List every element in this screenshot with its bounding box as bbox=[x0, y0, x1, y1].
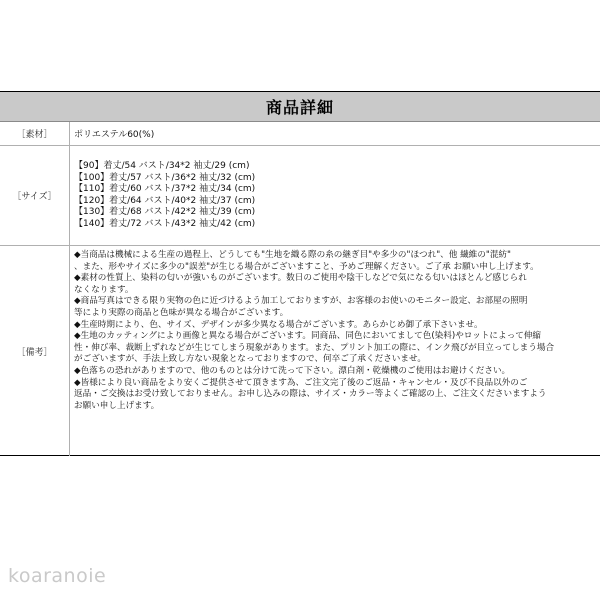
note-line: ◆生地のカッティングにより画像と異なる場合がございます。同商品、同色においてまして色(染料)やロットによって伸縮 bbox=[74, 331, 541, 342]
note-line: ◆当商品は機械による生産の過程上、どうしても"生地を織る際の糸の継ぎ目"や多少の"ほつれ"、他 繊維の"混紡" bbox=[74, 250, 511, 260]
size-line: 【100】着丈/57 バスト/36*2 袖丈/32 (cm) bbox=[74, 172, 256, 183]
note-line: ◆商品写真はできる限り実物の色に近づけるよう加工しておりますが、お客様のお使いのモニター設定、お部屋の照明 bbox=[74, 296, 528, 307]
size-line: 【110】着丈/60 バスト/37*2 袖丈/34 (cm) bbox=[74, 184, 256, 194]
note-line: がございますが、手法上致し方ない現象となっておりますので、何卒ご了承くださいませ。 bbox=[74, 354, 426, 365]
size-label: ［サイズ］ bbox=[0, 146, 70, 245]
size-list bbox=[74, 146, 596, 245]
product-details-table bbox=[0, 91, 600, 456]
table-title-bar bbox=[0, 92, 600, 122]
material-row bbox=[0, 122, 600, 146]
note-line: 性・伸び率、裁断上ずれなどが生じてしまう現象があります。また、プリント加工の際に、インク飛びが目立ってしまう場合 bbox=[74, 342, 555, 353]
material-value: ポリエステル60(%) bbox=[74, 130, 155, 140]
note-line: なくなります。 bbox=[74, 284, 134, 295]
material-label: ［素材］ bbox=[0, 122, 70, 145]
size-line: 【120】着丈/64 バスト/40*2 袖丈/37 (cm) bbox=[74, 195, 256, 206]
note-line: ◆皆様により良い商品をより安くご提供させて頂きます為、ご注文完了後のご返品・キャンセル・及び不良品以外のご bbox=[74, 377, 528, 388]
note-line: ◆色落ちの恐れがありますので、他のものとは分けて洗って下さい。漂白剤・乾燥機のご使用はお避けください。 bbox=[74, 365, 511, 376]
note-line: 等により実際の商品と色味が異なる場合がございます。 bbox=[74, 307, 289, 318]
note-line: ◆素材の性質上、染料の匂いが強いものがございます。数日のご使用や陰干しなどで気になる匂いはほとんど感じられ bbox=[74, 273, 527, 284]
note-line: お願い申し上げます。 bbox=[74, 400, 160, 411]
size-line: 【140】着丈/72 バスト/43*2 袖丈/42 (cm) bbox=[74, 218, 256, 229]
notes-text bbox=[74, 250, 596, 412]
shop-watermark: koaranoie bbox=[8, 565, 107, 587]
table-title: 商品詳細 bbox=[265, 98, 334, 117]
note-line: 返品・ご交換はお受け致しておりません。お申し込みの際は、サイズ・カラー等よくご確認の上、ご注文くださいますよう bbox=[74, 389, 547, 400]
note-line: ◆生産時期により、色、サイズ、デザインが多少異なる場合がございます。あらかじめ御了承下さいませ。 bbox=[74, 319, 483, 330]
notes-row bbox=[0, 246, 600, 456]
notes-label: ［備考］ bbox=[0, 246, 70, 456]
size-row bbox=[0, 146, 600, 246]
size-line: 【90】着丈/54 バスト/34*2 袖丈/29 (cm) bbox=[74, 161, 250, 171]
note-line: 、また、形やサイズに多少の"誤差"が生じる場合がございますこと、予めご理解ください。ご了承 お願い申し上げます。 bbox=[74, 261, 539, 272]
size-line: 【130】着丈/68 バスト/42*2 袖丈/39 (cm) bbox=[74, 207, 256, 217]
